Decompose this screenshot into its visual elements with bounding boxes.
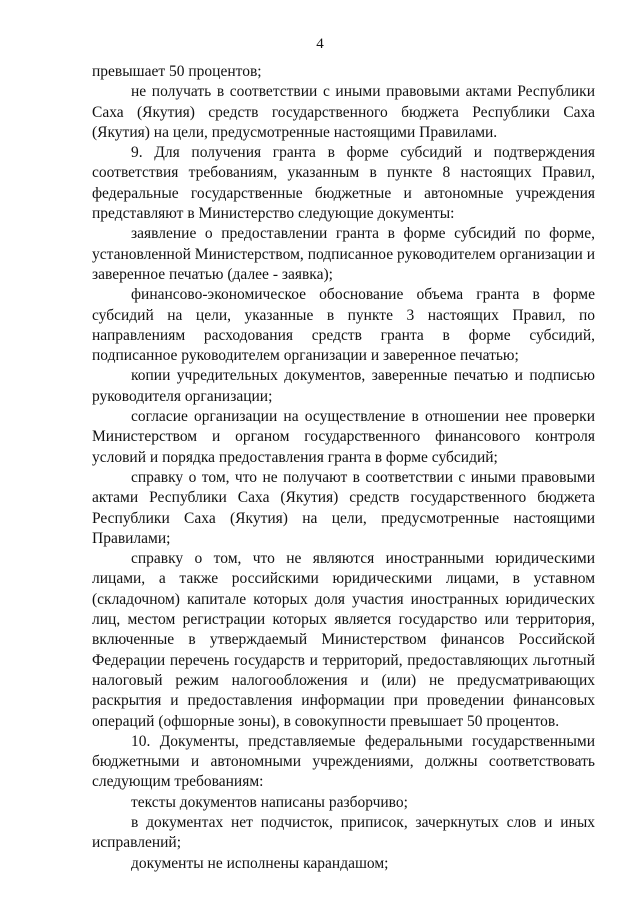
- paragraph: справку о том, что не являются иностранными юридическими лицами, а также российскими юридическими лицами, в уставном (складочном) капитале которых доля участия иностранных юридических лиц, местом регистрации которых является государство или территория, включенные в утверждаемый Министерством финансов Российской Федерации перечень государств и территорий, предоставляющих льготный налоговый режим налогообложения и (или) не предусматривающих раскрытия и предоставления информации при проведении финансовых операций (офшорные зоны), в совокупности превышает 50 процентов.: [92, 550, 595, 730]
- paragraph: копии учредительных документов, заверенные печатью и подписью руководителя организации;: [92, 367, 595, 405]
- paragraph-clause-9: 9. Для получения гранта в форме субсидий и подтверждения соответствия требованиям, указанным в пункте 8 настоящих Правил, федеральные государственные бюджетные и автономные учреждения представляют в Министерство следующие документы:: [92, 144, 595, 223]
- paragraph: финансово-экономическое обоснование объема гранта в форме субсидий на цели, указанные в пункте 3 настоящих Правил, по направлениям расходования средств гранта в форме субсидий, подписанное руководителем организации и заверенное печатью;: [92, 286, 595, 365]
- page-number: 4: [316, 36, 324, 52]
- paragraph: тексты документов написаны разборчиво;: [131, 793, 408, 811]
- document-body: [92, 62, 595, 874]
- paragraph: в документах нет подчисток, приписок, зачеркнутых слов и иных исправлений;: [92, 813, 595, 852]
- paragraph-continuation: превышает 50 процентов;: [92, 63, 262, 80]
- paragraph: документы не исполнены карандашом;: [131, 854, 389, 872]
- paragraph: согласие организации на осуществление в отношении нее проверки Министерством и органом государственного финансового контроля условий и порядка предоставления гранта в форме субсидий;: [92, 408, 595, 466]
- paragraph: не получать в соответствии с иными правовыми актами Республики Саха (Якутия) средств государственного бюджета Республики Саха (Якутия) на цели, предусмотренные настоящими Правилами.: [92, 83, 595, 141]
- paragraph: заявление о предоставлении гранта в форме субсидий по форме, установленной Министерством, подписанное руководителем организации и заверенное печатью (далее - заявка);: [92, 225, 595, 283]
- paragraph: справку о том, что не получают в соответствии с иными правовыми актами Республики Саха (Якутия) средств государственного бюджета Республики Саха (Якутия) на цели, предусмотренные настоящими Правилами;: [92, 468, 595, 547]
- paragraph-clause-10: 10. Документы, представляемые федеральными государственными бюджетными и автономными учреждениями, должны соответствовать следующим требованиям:: [92, 732, 595, 791]
